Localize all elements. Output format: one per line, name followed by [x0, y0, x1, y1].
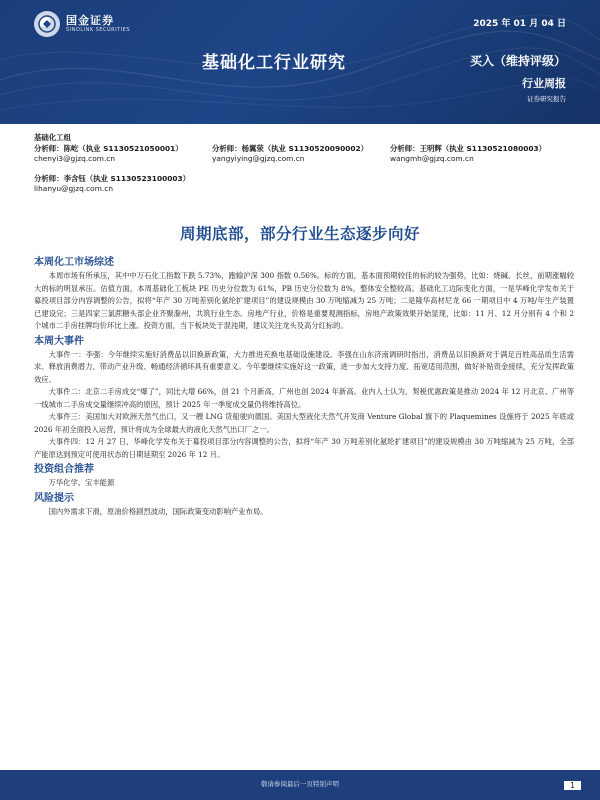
analyst-group-title: 基础化工组: [34, 133, 71, 142]
report-date: 2025 年 01 月 04 日: [473, 19, 566, 29]
analyst-row: [34, 174, 574, 196]
paragraph: 大事件一：李强：今年继续实施好消费品以旧换新政策，大力推进充换电基础设施建设。李强在山东济南调研时指出，消费品以旧换新对于满足百姓高品质生活需求、释放消费潜力、带动产业升级、畅通经济循环具有重要意义。今年要继续实施好这一政策，进一步加大支持力度、拓宽适用范围，做好补贴资金接续，充分发挥政策效应。: [34, 349, 574, 384]
analyst-item: [34, 144, 183, 165]
analyst-email[interactable]: wangmh@gjzq.com.cn: [390, 154, 474, 163]
analyst-list: [34, 133, 574, 196]
logo-name-cn: 国金证券: [66, 14, 114, 27]
analyst-name: 分析师：王明辉（执业 S1130521080003）: [390, 143, 547, 153]
report-title: 基础化工行业研究: [202, 53, 346, 73]
analyst-item: [390, 144, 546, 165]
paragraph: 本周市场有所承压，其中中万石化工指数下跌 5.73%，跑输沪深 300 指数 0.56%。标的方面，基本面预期较佳的标的较为强势，比如：烧碱、长丝，前期涨幅较大的标的明显承压。估值方面，本周基础化工板块 PE 历史分位数为 61%，PB 历史分位数为 8%，整体安全整较高。基础化工边际变化方面，一是华峰化学发布关于募投项目部分内容调整的公告，拟将“年产 30 万吨差别化氨纶扩建项目”的建设规模由 30 万吨缩减为 25 万吨；二是隆华高材尼龙 66 一期项目中 4 万吨/年生产装置已建设完；三是四家三氯蔗糖头部企业齐聚滁州，共筑行业生态。房地产行业，价格是重要观测指标，房地产政策效果开始显现，比如：11 月、12 月分别有 4 个和 2 个城市二手房挂牌均价环比上涨。投资方面，当下板块处于混沌期，建议关注龙头及高分红标的。: [34, 271, 574, 330]
report-category: 证券研究报告: [527, 95, 566, 103]
paragraph: 大事件二：北京二手房成交“爆了”，同比大增 66%，创 21 个月新高，广州也创 2024 年新高。业内人士认为，契税优惠政策是推动 2024 年 12 月北京、广州等一线城市二手房成交量继续冲高的原因，预计 2025 年一季度成交量仍将维持高位。: [34, 387, 574, 409]
analyst-email[interactable]: lihanyu@gjzq.com.cn: [34, 184, 113, 193]
company-logo: [34, 11, 130, 37]
analyst-item: [212, 144, 368, 165]
logo-emblem-icon: [34, 11, 60, 37]
rating-badge: 买入（维持评级）: [469, 54, 566, 68]
header-banner: [0, 0, 600, 124]
section-title-risk: 风险提示: [34, 492, 74, 504]
logo-name-en: SINOLINK SECURITIES: [66, 27, 130, 33]
section-title-market-review: 本周化工市场综述: [34, 257, 114, 268]
section-title-weekly-events: 本周大事件: [34, 335, 84, 347]
report-body: [34, 256, 574, 518]
paragraph: 大事件三：美国加大对欧洲天然气出口，又一艘 LNG 货船驶向德国。美国大型液化天然气开发商 Venture Global 旗下的 Plaquemines 设施将于 2025 年底或 2026 年初全面投入运营，预计将成为全球最大的液化天然气出口厂之一。: [34, 412, 574, 434]
footer-bar: [0, 770, 600, 800]
analyst-email[interactable]: chenyi3@gjzq.com.cn: [34, 154, 116, 163]
analyst-row: [34, 144, 574, 166]
analyst-name: 分析师：陈屹（执业 S1130521050001）: [34, 143, 183, 153]
report-type: 行业周报: [522, 77, 566, 90]
paragraph: 大事件四：12 月 27 日，华峰化学发布关于募投项目部分内容调整的公告，拟将“年产 30 万吨差别化氨纶扩建项目”的建设规模由 30 万吨缩减为 25 万吨，全部产能原达到预定可使用状态的日期延期至 2026 年 12 月。: [34, 437, 574, 459]
footer-disclaimer: 敬请参阅最后一页特别声明: [261, 780, 339, 788]
paragraph: 国内外需求下滑，原油价格剧烈波动，国际政策变动影响产业布局。: [48, 506, 268, 516]
analyst-name: 分析师：杨翼荥（执业 S1130520090002）: [212, 143, 369, 153]
page-number: 1: [564, 781, 581, 790]
analyst-item: [34, 174, 190, 195]
report-headline: 周期底部，部分行业生态逐步向好: [179, 225, 420, 243]
analyst-name: 分析师：李含钰（执业 S1130523100003）: [34, 173, 191, 183]
section-title-portfolio: 投资组合推荐: [34, 464, 94, 475]
analyst-email[interactable]: yangyiying@gjzq.com.cn: [212, 154, 305, 163]
paragraph: 万华化学、宝丰能源: [48, 478, 115, 487]
